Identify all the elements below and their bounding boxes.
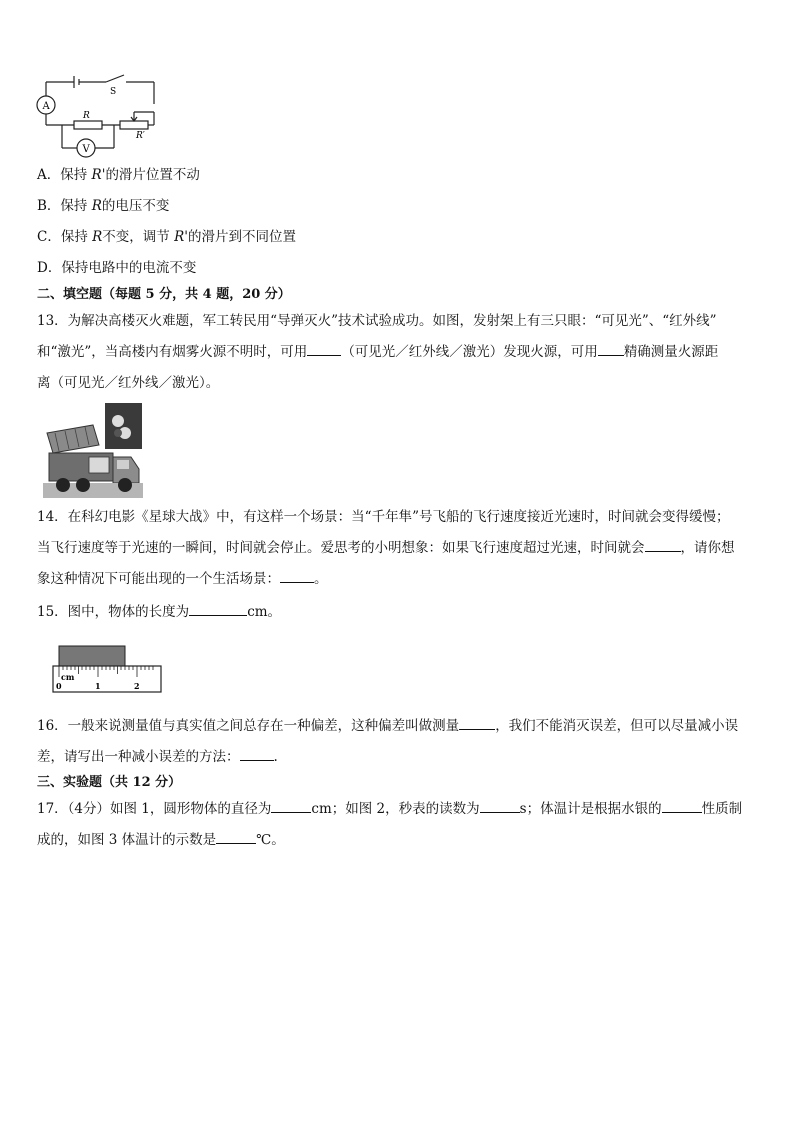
option-a: A．保持 R'的滑片位置不动 [37,167,200,183]
q15-text: 15．图中，物体的长度为 cm。 [37,604,282,620]
answer-blank [240,748,274,761]
answer-blank [280,570,314,583]
circuit-diagram [34,72,164,162]
answer-blank [307,343,341,356]
ruler-tick-1: 1 [95,681,101,691]
fire-truck-image [43,403,143,498]
switch-label: S [110,87,117,97]
answer-blank [216,831,256,844]
q13-line3: 离（可见光／红外线／激光）。 [37,375,220,391]
q13-line2: 和“激光”，当高楼内有烟雾火源不明时，可用 （可见光／红外线／激光）发现火源，可用 精确测量火源距 [37,344,719,360]
q17-line2: 成的，如图 3 体温计的示数是 ℃。 [37,832,285,848]
ruler-unit: cm [61,672,75,682]
q17-line1: 17．（4分）如图 1，圆形物体的直径为 cm；如图 2，秒表的读数为 s；体温计是根据水银的 性质制 [37,801,743,817]
q14-line2: 当飞行速度等于光速的一瞬间，时间就会停止。爱思考的小明想象：如果飞行速度超过光速，时间就会 ，请你想 [37,540,735,556]
ruler-tick-2: 2 [134,681,140,691]
answer-blank [271,800,311,813]
answer-blank [189,603,247,616]
ruler-figure [50,644,164,694]
answer-blank [598,343,624,356]
voltmeter-label: V [82,144,90,155]
q14-line3: 象这种情况下可能出现的一个生活场景： 。 [37,571,328,587]
rheostat-label: R′ [136,131,145,141]
option-d: D．保持电路中的电流不变 [37,260,197,276]
option-b: B．保持 R的电压不变 [37,198,170,214]
ruler-tick-0: 0 [56,681,62,691]
answer-blank [662,800,702,813]
answer-blank [480,800,520,813]
q16-line2: 差，请写出一种减小误差的方法： . [37,749,278,765]
section-title-experiment: 三、实验题（共 12 分） [37,775,182,790]
section-title-fill-in: 二、填空题（每题 5 分，共 4 题，20 分） [37,287,291,302]
q13-line1: 13．为解决高楼灭火难题，军工转民用“导弹灭火”技术试验成功。如图，发射架上有三只眼：“可见光”、“红外线” [37,313,717,329]
q14-line1: 14．在科幻电影《星球大战》中，有这样一个场景：当“千年隼”号飞船的飞行速度接近光速时，时间就会变得缓慢； [37,509,730,525]
answer-blank [459,717,495,730]
option-c: C．保持 R不变，调节 R'的滑片到不同位置 [37,229,296,245]
answer-blank [645,539,681,552]
q16-line1: 16．一般来说测量值与真实值之间总存在一种偏差，这种偏差叫做测量 ，我们不能消灭误差，但可以尽量减小误 [37,718,739,734]
resistor-label: R [83,111,90,121]
ammeter-label: A [42,101,50,112]
